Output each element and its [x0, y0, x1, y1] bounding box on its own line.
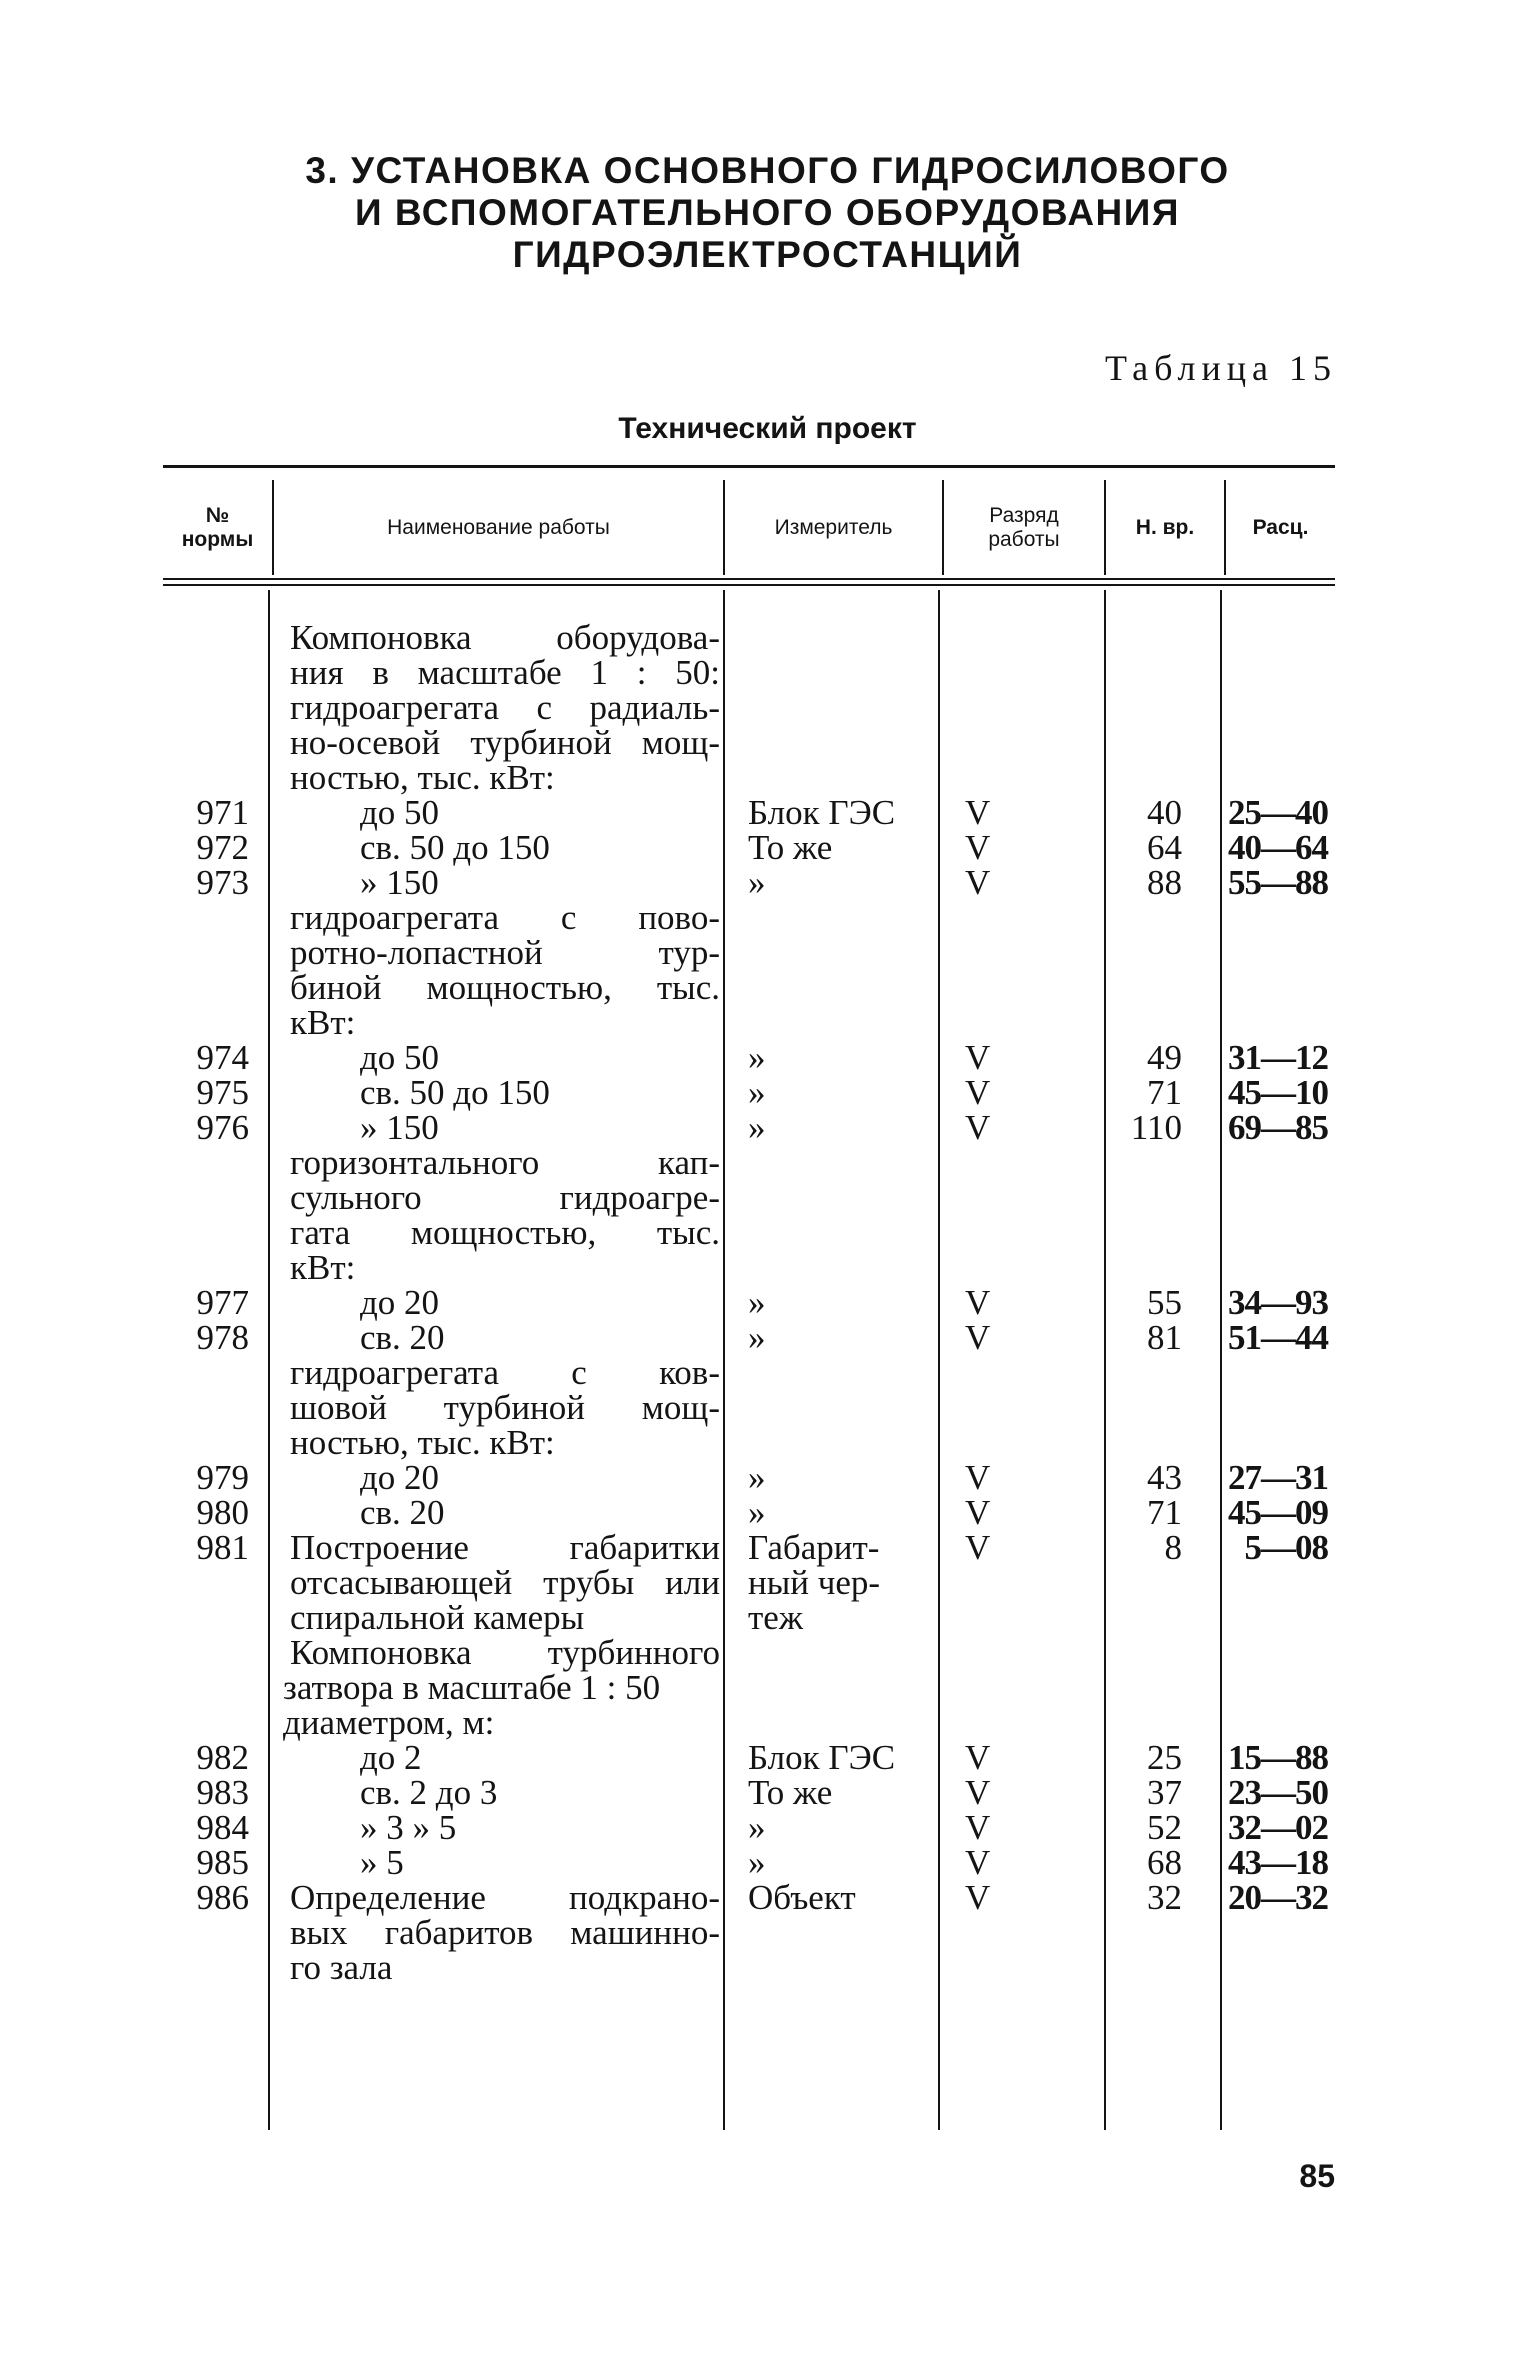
- work-grade: V: [965, 1808, 991, 1847]
- norm-number: 977: [196, 1283, 249, 1322]
- time-norm: 64: [1147, 828, 1182, 867]
- header-hours: Н. вр.: [1135, 515, 1195, 539]
- norm-number: 983: [196, 1773, 249, 1812]
- header-num-symbol: №: [205, 503, 230, 527]
- norm-number: 979: [196, 1458, 249, 1497]
- work-name: но-осевой турбиной мощ-: [290, 723, 720, 762]
- work-grade: V: [965, 1843, 991, 1882]
- work-name: до 50: [360, 793, 440, 832]
- work-name: го зала: [290, 1948, 393, 1987]
- work-name: затвора в масштабе 1 : 50: [283, 1668, 661, 1707]
- work-name: гата мощностью, тыс.: [290, 1213, 720, 1252]
- work-name: диаметром, м:: [283, 1703, 495, 1742]
- time-norm: 49: [1147, 1038, 1182, 1077]
- time-norm: 68: [1147, 1843, 1182, 1882]
- work-name: кВт:: [290, 1248, 356, 1287]
- unit-of-measure: »: [748, 1843, 766, 1882]
- work-name: » 3 » 5: [360, 1808, 457, 1847]
- work-grade: V: [965, 1073, 991, 1112]
- time-norm: 71: [1147, 1073, 1182, 1112]
- title-line-1: 3. УСТАНОВКА ОСНОВНОГО ГИДРОСИЛОВОГО: [305, 150, 1230, 191]
- unit-of-measure: »: [748, 1073, 766, 1112]
- norm-number: 981: [196, 1528, 249, 1567]
- work-grade: V: [965, 1458, 991, 1497]
- rate-value: 40—64: [1228, 828, 1328, 867]
- body-divider-1: [268, 590, 270, 2130]
- unit-of-measure: Блок ГЭС: [748, 793, 896, 832]
- work-name: гидроагрегата с ков-: [290, 1353, 720, 1392]
- header-grade: [944, 485, 1104, 570]
- work-name: Определение подкрано-: [290, 1878, 720, 1917]
- unit-of-measure: »: [748, 1318, 766, 1357]
- rate-value: 69—85: [1228, 1108, 1328, 1147]
- unit-of-measure: »: [748, 1108, 766, 1147]
- unit-of-measure: То же: [748, 828, 833, 867]
- unit-of-measure: ный чер-: [748, 1563, 881, 1602]
- work-name: до 20: [360, 1283, 440, 1322]
- header-grade-line-1: Разряд: [989, 503, 1059, 527]
- work-grade: V: [965, 1528, 991, 1567]
- norm-number: 975: [196, 1073, 249, 1112]
- work-grade: V: [965, 1773, 991, 1812]
- header-grade-line-2: работы: [988, 527, 1060, 551]
- body-divider-5: [1220, 590, 1222, 2130]
- norm-number: 978: [196, 1318, 249, 1357]
- rate-value: 32—02: [1228, 1808, 1328, 1847]
- norm-number: 982: [196, 1738, 249, 1777]
- work-name: горизонтального кап-: [290, 1143, 720, 1182]
- work-name: ностью, тыс. кВт:: [290, 1423, 555, 1462]
- work-name: до 50: [360, 1038, 440, 1077]
- rate-value: 55—88: [1228, 863, 1328, 902]
- work-grade: V: [965, 1318, 991, 1357]
- work-name: ностью, тыс. кВт:: [290, 758, 555, 797]
- unit-of-measure: Габарит-: [748, 1528, 880, 1567]
- work-name: спиральной камеры: [290, 1598, 585, 1637]
- time-norm: 55: [1147, 1283, 1182, 1322]
- work-grade: V: [965, 1738, 991, 1777]
- header-rate: Расц.: [1252, 515, 1309, 539]
- work-name: гидроагрегата с радиаль-: [290, 688, 720, 727]
- work-grade: V: [965, 1038, 991, 1077]
- work-grade: V: [965, 793, 991, 832]
- rate-value: 45—10: [1228, 1073, 1328, 1112]
- norm-number: 980: [196, 1493, 249, 1532]
- unit-of-measure: »: [748, 1493, 766, 1532]
- rate-value: 51—44: [1228, 1318, 1328, 1357]
- norm-number: 986: [196, 1878, 249, 1917]
- rate-value: 20—32: [1228, 1878, 1328, 1917]
- unit-of-measure: »: [748, 1808, 766, 1847]
- rate-value: 43—18: [1228, 1843, 1328, 1882]
- section-title: [0, 150, 1535, 276]
- time-norm: 81: [1147, 1318, 1182, 1357]
- work-name: ротно-лопастной тур-: [290, 933, 720, 972]
- work-name: св. 2 до 3: [360, 1773, 498, 1812]
- time-norm: 71: [1147, 1493, 1182, 1532]
- work-name: кВт:: [290, 1003, 356, 1042]
- title-line-2: И ВСПОМОГАТЕЛЬНОГО ОБОРУДОВАНИЯ: [355, 192, 1180, 233]
- norm-number: 971: [196, 793, 249, 832]
- work-name: » 150: [360, 1108, 439, 1147]
- norm-number: 972: [196, 828, 249, 867]
- table-top-rule: [163, 465, 1335, 468]
- time-norm: 88: [1147, 863, 1182, 902]
- table-label: Таблица 15: [1105, 348, 1337, 388]
- rate-value: 23—50: [1228, 1773, 1328, 1812]
- rate-value: 27—31: [1228, 1458, 1328, 1497]
- unit-of-measure: »: [748, 863, 766, 902]
- time-norm: 32: [1147, 1878, 1182, 1917]
- time-norm: 40: [1147, 793, 1182, 832]
- work-grade: V: [965, 1493, 991, 1532]
- work-name: сульного гидроагре-: [290, 1178, 720, 1217]
- unit-of-measure: То же: [748, 1773, 833, 1812]
- work-name: биной мощностью, тыс.: [290, 968, 720, 1007]
- work-name: св. 50 до 150: [360, 1073, 550, 1112]
- time-norm: 52: [1147, 1808, 1182, 1847]
- time-norm: 43: [1147, 1458, 1182, 1497]
- unit-of-measure: »: [748, 1458, 766, 1497]
- rate-value: 5—08: [1244, 1528, 1328, 1567]
- norm-number: 985: [196, 1843, 249, 1882]
- header-bottom-rule: [163, 578, 1335, 580]
- work-name: Построение габаритки: [290, 1528, 720, 1567]
- work-name: св. 50 до 150: [360, 828, 550, 867]
- rate-value: 34—93: [1228, 1283, 1328, 1322]
- work-grade: V: [965, 1878, 991, 1917]
- work-grade: V: [965, 1108, 991, 1147]
- work-name: » 150: [360, 863, 439, 902]
- page-number: 85: [1299, 2158, 1335, 2194]
- norm-number: 984: [196, 1808, 249, 1847]
- time-norm: 110: [1130, 1108, 1182, 1147]
- header-num: [163, 485, 272, 570]
- time-norm: 25: [1147, 1738, 1182, 1777]
- work-grade: V: [965, 828, 991, 867]
- time-norm: 37: [1147, 1773, 1182, 1812]
- work-name: ния в масштабе 1 : 50:: [290, 653, 720, 692]
- rate-value: 45—09: [1228, 1493, 1328, 1532]
- work-grade: V: [965, 1283, 991, 1322]
- work-name: гидроагрегата с пово-: [290, 898, 720, 937]
- work-name: шовой турбиной мощ-: [290, 1388, 720, 1427]
- work-name: Компоновка оборудова-: [290, 618, 720, 657]
- work-name: до 20: [360, 1458, 440, 1497]
- work-name: Компоновка турбинного: [290, 1633, 720, 1672]
- norm-number: 974: [196, 1038, 249, 1077]
- unit-of-measure: »: [748, 1283, 766, 1322]
- header-name: Наименование работы: [387, 515, 610, 539]
- work-name: до 2: [360, 1738, 422, 1777]
- work-name: вых габаритов машинно-: [290, 1913, 720, 1952]
- unit-of-measure: Блок ГЭС: [748, 1738, 896, 1777]
- rate-value: 31—12: [1228, 1038, 1328, 1077]
- work-name: св. 20: [360, 1493, 445, 1532]
- norm-number: 976: [196, 1108, 249, 1147]
- unit-of-measure: теж: [748, 1598, 804, 1637]
- header-bottom-rule-2: [163, 584, 1335, 586]
- time-norm: 8: [1164, 1528, 1182, 1567]
- rate-value: 25—40: [1228, 793, 1328, 832]
- rate-value: 15—88: [1228, 1738, 1328, 1777]
- work-grade: V: [965, 863, 991, 902]
- work-name: отсасывающей трубы или: [290, 1563, 720, 1602]
- work-name: » 5: [360, 1843, 404, 1882]
- work-name: св. 20: [360, 1318, 445, 1357]
- unit-of-measure: Объект: [748, 1878, 856, 1917]
- norm-number: 973: [196, 863, 249, 902]
- unit-of-measure: »: [748, 1038, 766, 1077]
- body-divider-4: [1104, 590, 1106, 2130]
- title-line-3: ГИДРОЭЛЕКТРОСТАНЦИЙ: [512, 234, 1023, 275]
- header-num-label: нормы: [181, 527, 254, 551]
- header-unit: Измеритель: [774, 515, 893, 539]
- table-subtitle: Технический проект: [618, 412, 917, 445]
